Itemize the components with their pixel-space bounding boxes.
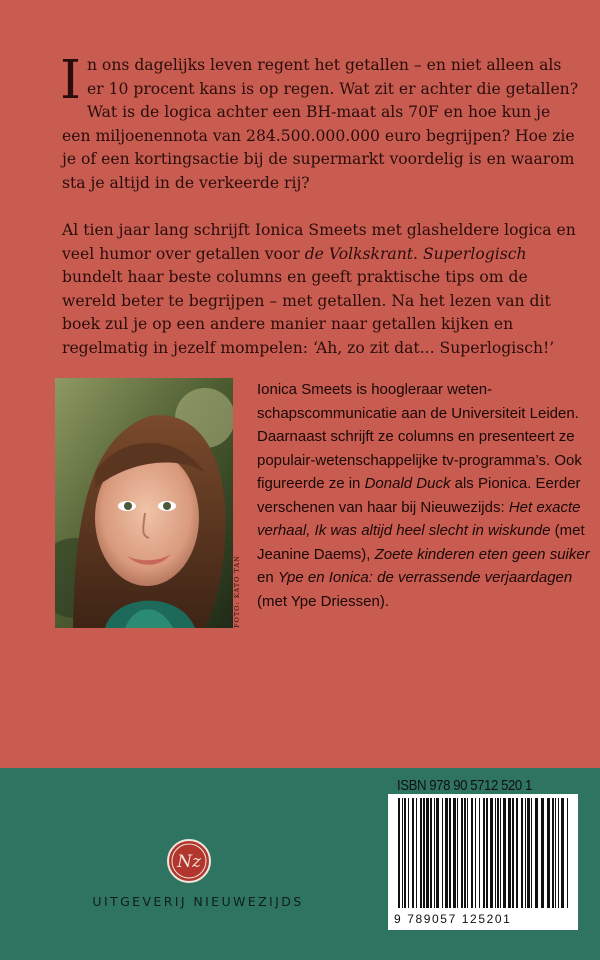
barcode-bar — [500, 798, 501, 908]
barcode-bar — [442, 798, 443, 908]
bio-text-e: (met Ype Driessen). — [257, 592, 389, 610]
barcode-bar — [552, 798, 554, 908]
barcode-digits: 9 789057 125201 — [394, 912, 512, 926]
blurb-paragraph-2-text-a: Al tien jaar lang schrijft Ionica Smeets met glasheldere logica en veel humor over getallen voor — [62, 221, 576, 263]
blurb-paragraph-2 — [62, 219, 582, 360]
barcode-bar — [398, 798, 400, 908]
publisher-logo — [166, 838, 212, 884]
bio-text-b: als Pionica. Eerder verschenen van haar bij Nieuwezijds: — [257, 475, 581, 516]
barcode-bar — [525, 798, 526, 908]
barcode-bar — [402, 798, 403, 908]
barcode-bar — [426, 798, 429, 908]
bio-italic-2: Het exacte verhaal, Ik was altijd heel slecht in wiskunde — [257, 498, 581, 539]
author-photo — [55, 378, 233, 628]
newspaper-title: de Volkskrant — [304, 244, 414, 263]
barcode-bar — [558, 798, 559, 908]
barcode-bar — [475, 798, 476, 908]
barcode-bar — [408, 798, 409, 908]
barcode-bars — [388, 794, 578, 930]
barcode-bar — [497, 798, 499, 908]
publisher-logo-icon — [166, 838, 212, 884]
barcode-bar — [490, 798, 493, 908]
book-title: Superlogisch — [422, 244, 527, 263]
barcode-bar — [467, 798, 468, 908]
barcode-bar — [503, 798, 506, 908]
barcode-bar — [412, 798, 414, 908]
photo-credit — [233, 616, 313, 628]
barcode-bar — [555, 798, 556, 908]
blurb-paragraph-2-text-c: bundelt haar beste columns en geeft praktische tips om de wereld beter te begrijpen – met getallen. Na het lezen van dit boek zul je op een andere manier naar getallen kijken en regelmatig in jezelf mompelen: ‘Ah, zo zit dat... Superlogisch!’ — [62, 268, 555, 357]
barcode — [388, 794, 578, 930]
publisher-logo-text: Nz — [177, 852, 201, 872]
barcode-bar — [561, 798, 564, 908]
barcode-bar — [535, 798, 538, 908]
bio-italic-4: Ype en Ionica: de verrassende verjaardagen — [277, 569, 573, 586]
barcode-bar — [567, 798, 568, 908]
drop-cap: I — [60, 50, 81, 111]
isbn-label: ISBN 978 90 5712 520 1 — [397, 777, 532, 794]
barcode-bar — [430, 798, 432, 908]
barcode-bar — [461, 798, 463, 908]
barcode-bar — [457, 798, 458, 908]
barcode-bar — [521, 798, 523, 908]
barcode-bar — [453, 798, 456, 908]
barcode-bar — [449, 798, 451, 908]
barcode-bar — [445, 798, 448, 908]
bio-text-c: (met Jeanine Daems), — [257, 522, 585, 563]
publisher-name: UITGEVERIJ NIEUWEZIJDS — [92, 894, 304, 909]
barcode-bar — [495, 798, 496, 908]
bio-text-d: en — [257, 569, 278, 586]
blurb-paragraph-1-text: n ons dagelijks leven regent het getallen – en niet alleen als er 10 procent kans is op regen. Wat zit er achter die getallen? Wat is de logica achter een BH-maat als 70F en hoe kun je een miljoenennota van 284.500.000.000 euro begrijpen? Hoe zie je of een kortingsactie bij de supermarkt voordelig is en waarom sta je altijd in de verkeerde rij? — [62, 56, 579, 192]
bio-italic-3: Zoete kinderen eten geen suiker — [374, 545, 590, 563]
barcode-bar — [527, 798, 530, 908]
blurb-paragraph-1 — [60, 50, 582, 195]
blurb-paragraph-2-text-b: . — [413, 244, 423, 263]
bio-italic-1: Donald Duck — [364, 475, 451, 492]
author-bio — [257, 378, 597, 613]
author-portrait-image — [55, 378, 233, 628]
barcode-bar — [420, 798, 422, 908]
barcode-bar — [479, 798, 480, 908]
barcode-bar — [423, 798, 425, 908]
barcode-bar — [531, 798, 532, 908]
bio-text-a: Ionica Smeets is hoogleraar wetenschapscommunicatie aan de Universiteit Leiden. Daarnaast schrijft ze columns en presenteert ze populair-wetenschappelijke tv-programma’s. Ook figureerde ze in — [257, 381, 582, 492]
barcode-bar — [483, 798, 485, 908]
barcode-bar — [508, 798, 511, 908]
barcode-bar — [416, 798, 417, 908]
barcode-bar — [434, 798, 435, 908]
barcode-bar — [471, 798, 473, 908]
barcode-bar — [464, 798, 466, 908]
barcode-bar — [486, 798, 488, 908]
barcode-bar — [436, 798, 439, 908]
barcode-bar — [541, 798, 544, 908]
barcode-bar — [512, 798, 514, 908]
barcode-bar — [547, 798, 550, 908]
barcode-bar — [404, 798, 406, 908]
barcode-bar — [516, 798, 518, 908]
